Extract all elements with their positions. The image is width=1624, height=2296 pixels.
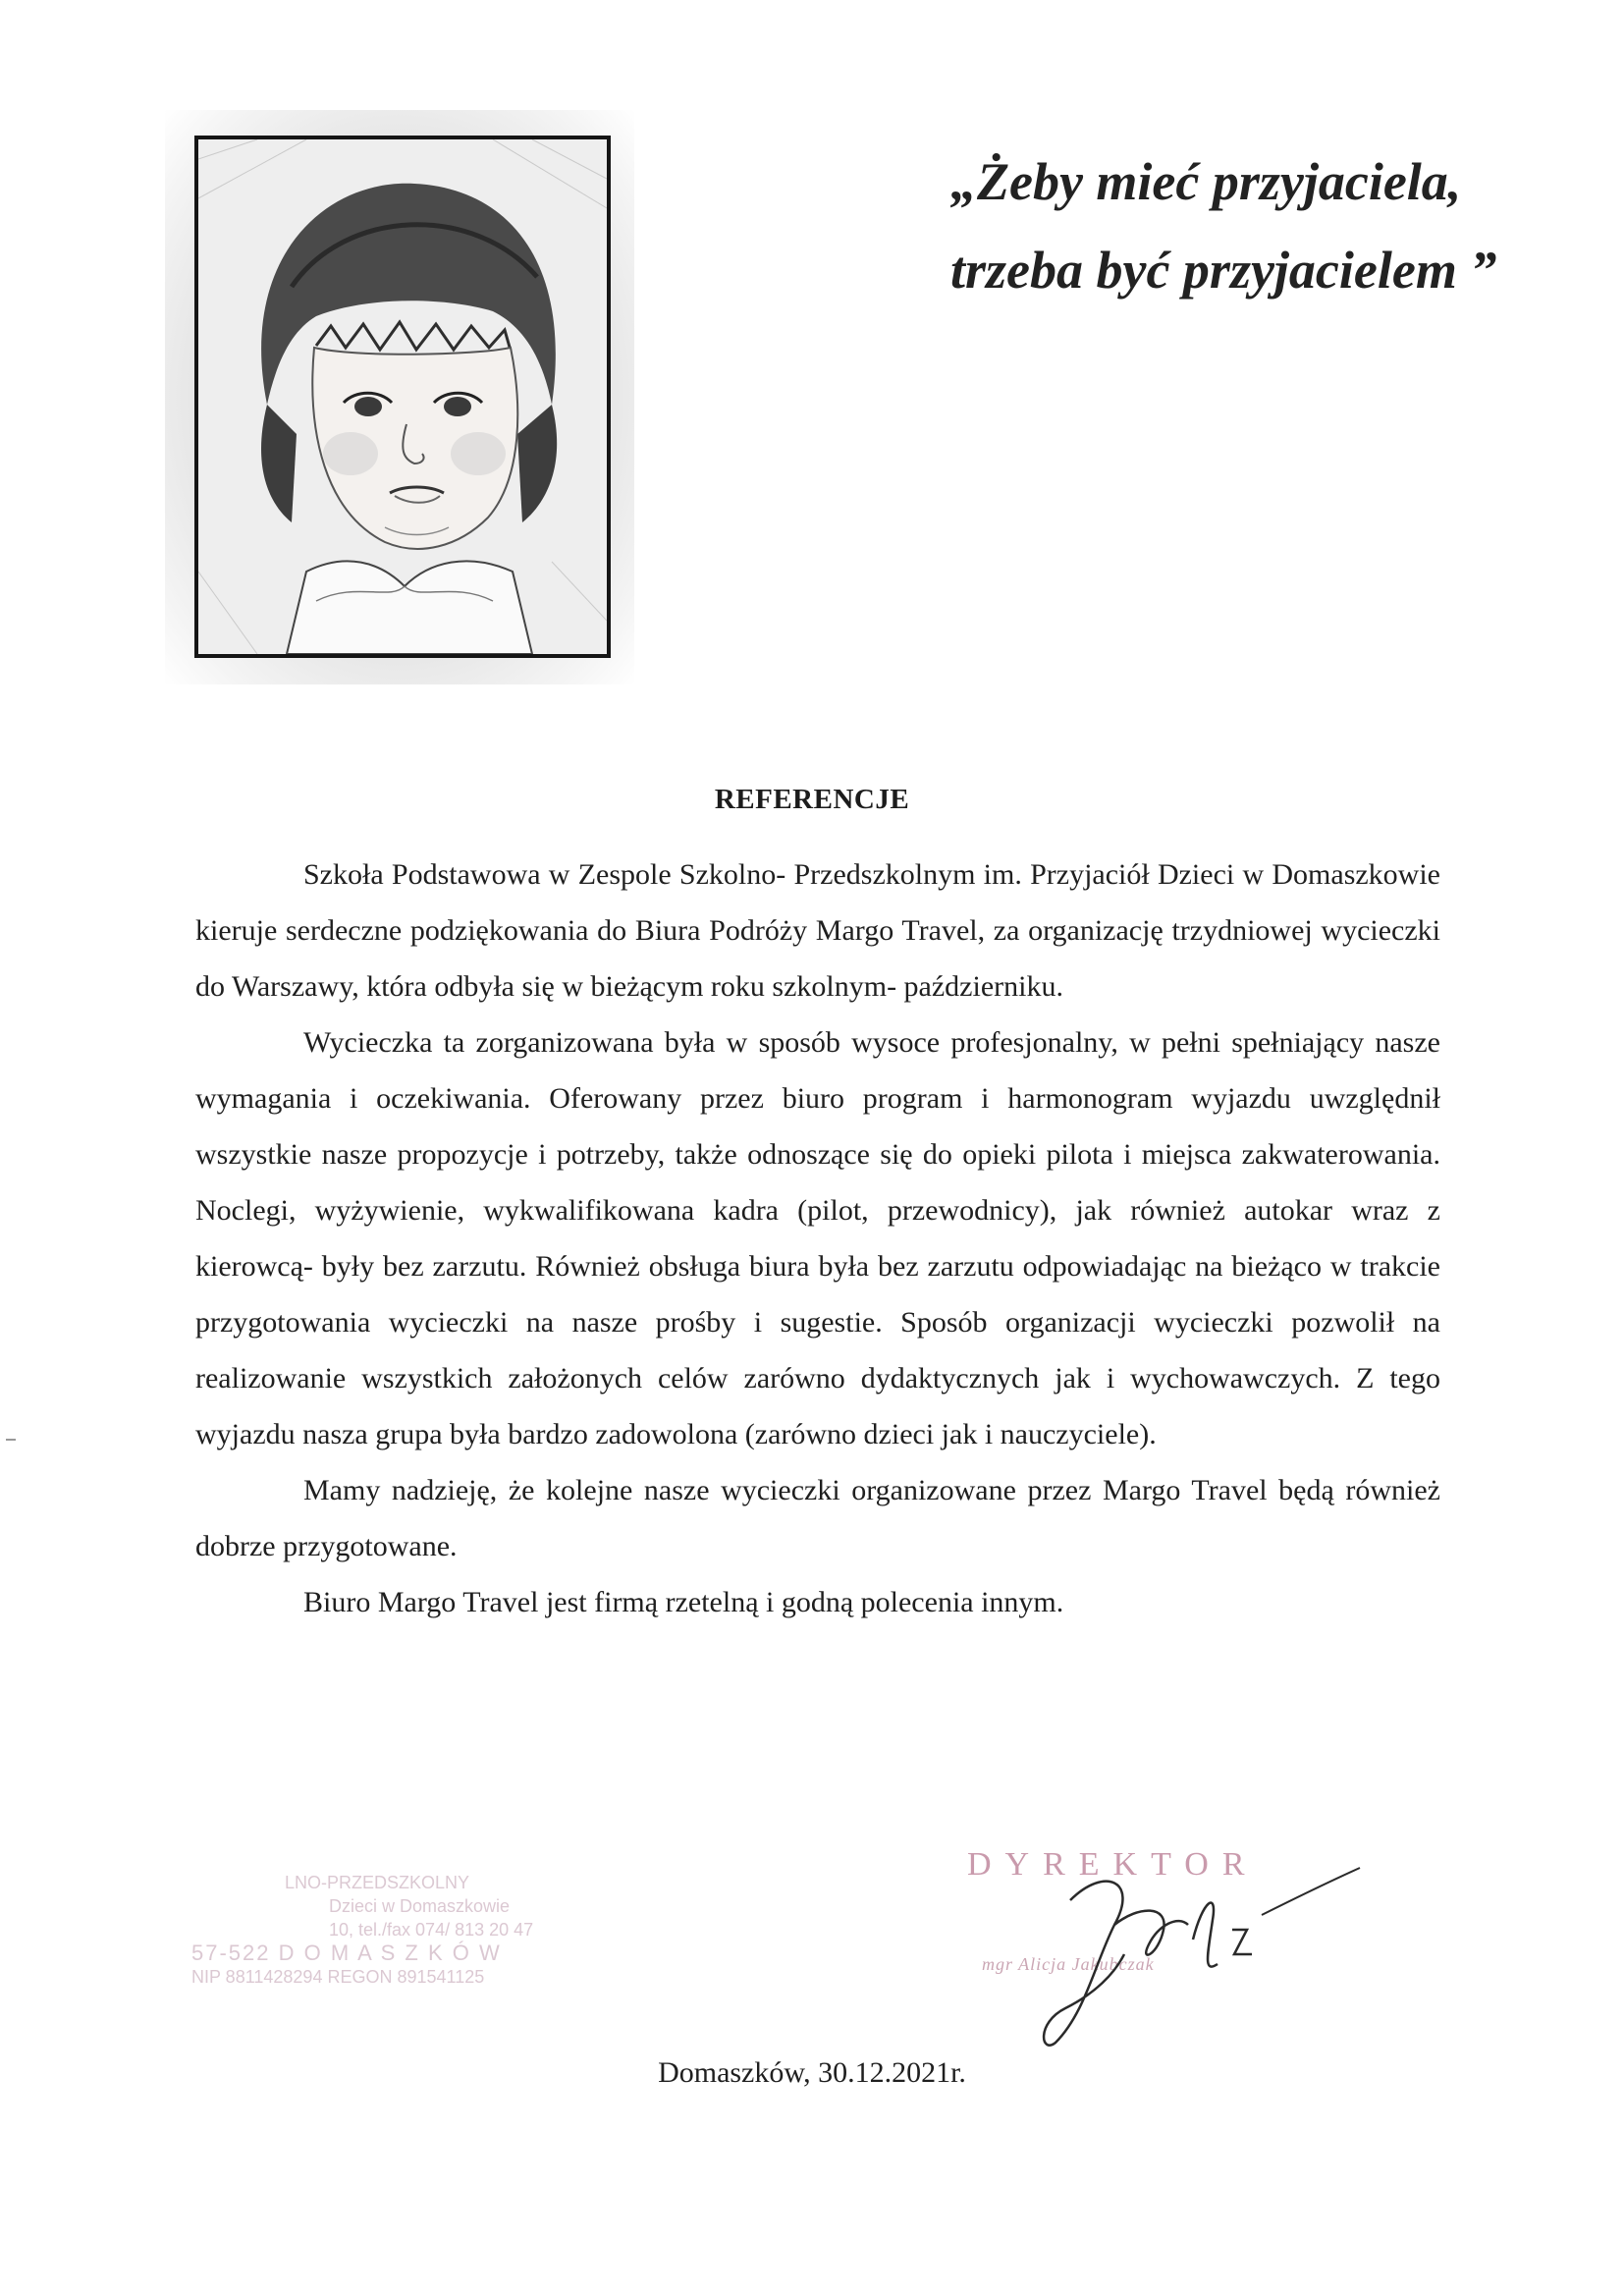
place-and-date: Domaszków, 30.12.2021r.: [658, 2056, 966, 2089]
child-portrait-image: [194, 136, 611, 658]
director-name: mgr Alicja Jakubczak: [982, 1954, 1155, 1974]
stamp-line-5: NIP 8811428294 REGON 891541125: [191, 1967, 485, 1987]
document-heading: REFERENCJE: [714, 784, 910, 815]
director-signature-block: [967, 1846, 1380, 2062]
paragraph-1: Szkoła Podstawowa w Zespole Szkolno- Przedszkolnym im. Przyjaciół Dzieci w Domaszkowie kieruje serdeczne podziękowania do Biura Podróży Margo Travel, za organizację trzydniowej wycieczki do Warszawy, która odbyła się w bieżącym roku szkolnym- październiku.: [195, 858, 1440, 1003]
paragraph-4: Biuro Margo Travel jest firmą rzetelną i godną polecenia innym.: [303, 1586, 1064, 1618]
motto-line-1: „Żeby mieć przyjaciela,: [950, 152, 1462, 211]
motto-line-2: trzeba być przyjacielem ”: [950, 241, 1497, 300]
paragraph-2: Wycieczka ta zorganizowana była w sposób wysoce profesjonalny, w pełni spełniający nasze wymagania i oczekiwania. Oferowany przez biuro program i harmonogram wyjazdu uwzględnił wszystkie nasze propozycje i potrzeby, także odnoszące się do opieki pilota i miejsca zakwaterowania. Noclegi, wyżywienie, wykwalifikowana kadra (pilot, przewodnicy), jak również autokar wraz z kierowcą- były bez zarzutu. Również obsługa biura była bez zarzutu odpowiadając na bieżąco w trakcie przygotowania wycieczki na nasze prośby i sugestie. Sposób organizacji wycieczki pozwolił na realizowanie wszystkich założonych celów zarówno dydaktycznych jak i wychowawczych. Z tego wyjazdu nasza grupa była bardzo zadowolona (zarówno dzieci jak i nauczyciele).: [195, 1026, 1440, 1450]
letter-body: [195, 847, 1440, 1630]
scan-edge-mark: [6, 1439, 16, 1441]
stamp-line-1: LNO-PRZEDSZKOLNY: [285, 1873, 470, 1892]
stamp-line-2: Dzieci w Domaszkowie: [329, 1896, 511, 1916]
paragraph-3: Mamy nadzieję, że kolejne nasze wycieczki organizowane przez Margo Travel będą również dobrze przygotowane.: [195, 1474, 1440, 1562]
handwritten-signature: [967, 1846, 1380, 2062]
stamp-line-3: 10, tel./fax 074/ 813 20 47: [329, 1920, 534, 1940]
stamp-line-4: 57-522 D O M A S Z K Ó W: [191, 1941, 502, 1965]
motto-quote: [864, 137, 1512, 314]
director-title: DYREKTOR: [967, 1846, 1259, 1883]
school-stamp: [191, 1871, 555, 2008]
